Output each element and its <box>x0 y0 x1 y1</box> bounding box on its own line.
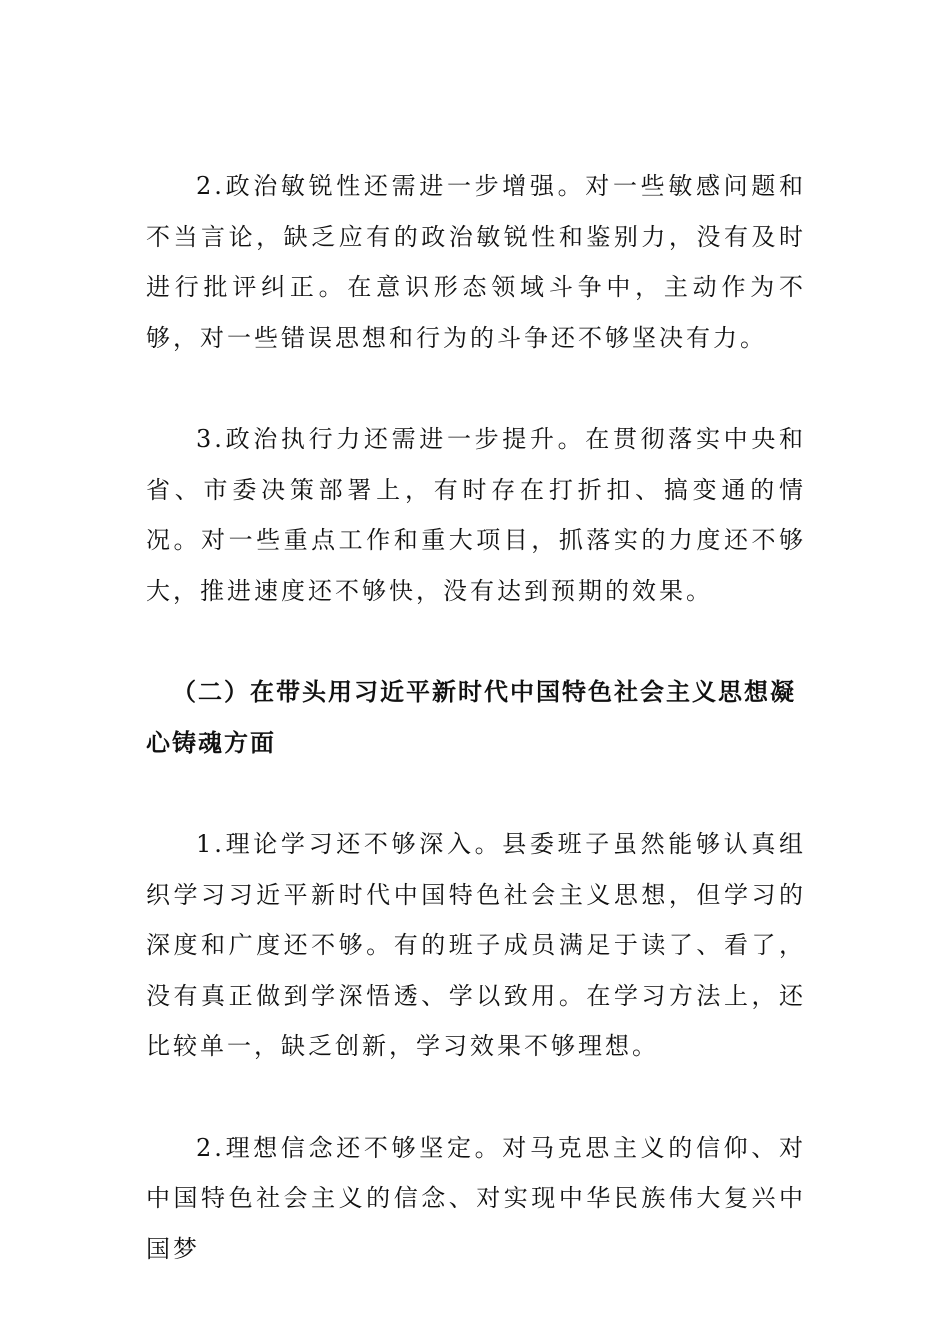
paragraph-gap <box>146 363 806 414</box>
section-heading: （二）在带头用习近平新时代中国特色社会主义思想凝心铸魂方面 <box>146 678 796 757</box>
paragraph-gap <box>146 616 806 667</box>
paragraph-gap <box>146 768 806 819</box>
document-body <box>146 161 806 1274</box>
paragraph-gap <box>146 1072 806 1123</box>
paragraph-ideals-beliefs: 2.理想信念还不够坚定。对马克思主义的信仰、对中国特色社会主义的信念、对实现中华民族伟大复兴中国梦 <box>146 1133 806 1263</box>
paragraph-political-execution: 3.政治执行力还需进一步提升。在贯彻落实中央和省、市委决策部署上，有时存在打折扣、搞变通的情况。对一些重点工作和重大项目，抓落实的力度还不够大，推进速度还不够快，没有达到预期的效果。 <box>146 425 806 605</box>
paragraph-political-sensitivity: 2.政治敏锐性还需进一步增强。对一些敏感问题和不当言论，缺乏应有的政治敏锐性和鉴别力，没有及时进行批评纠正。在意识形态领域斗争中，主动作为不够，对一些错误思想和行为的斗争还不够坚决有力。 <box>146 172 806 352</box>
paragraph-theory-study: 1.理论学习还不够深入。县委班子虽然能够认真组织学习习近平新时代中国特色社会主义思想，但学习的深度和广度还不够。有的班子成员满足于读了、看了，没有真正做到学深悟透、学以致用。在学习方法上，还比较单一，缺乏创新，学习效果不够理想。 <box>146 830 806 1060</box>
